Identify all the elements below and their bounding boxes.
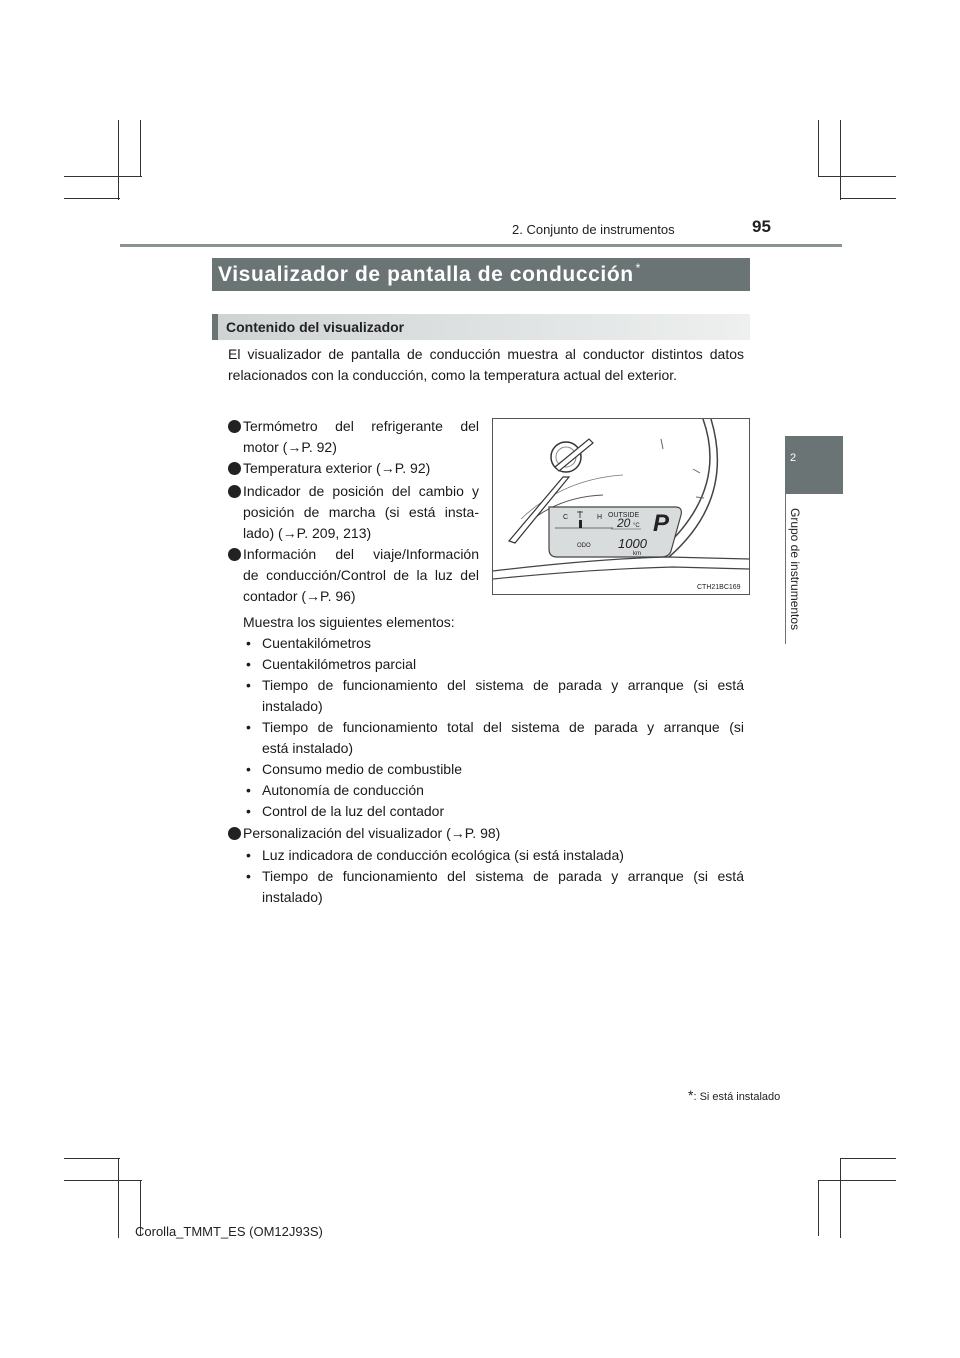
crop-mark (818, 120, 819, 176)
bullet-text: Personalización del visualizador (→P. 98) (243, 825, 501, 841)
item-text: Autonomía de conducción (262, 782, 424, 798)
crop-mark (840, 120, 841, 200)
sub-marker: • (246, 677, 251, 693)
document-footer: Corolla_TMMT_ES (OM12J93S) (135, 1224, 323, 1239)
sub-marker: • (246, 847, 251, 863)
item-text: instalado) (262, 889, 323, 905)
page-number: 95 (752, 217, 771, 236)
bullet-text: Información del viaje/Información (243, 546, 479, 562)
tick-mark (696, 497, 704, 498)
crop-mark (840, 1158, 841, 1238)
sub-marker: • (246, 656, 251, 672)
item-text: instalado) (262, 698, 323, 714)
crop-mark (818, 1180, 896, 1181)
chapter-tab-line (785, 494, 786, 644)
figure-code: CTH21BC169 (697, 584, 741, 591)
item-text: Cuentakilómetros (262, 635, 371, 651)
panel-edge (493, 567, 749, 579)
chapter-tab-number: 2 (790, 452, 797, 464)
footnote (688, 1087, 780, 1103)
bullet-dot (228, 420, 241, 433)
item-text: está instalado) (262, 740, 354, 756)
sub-marker: • (246, 782, 251, 798)
sub-marker: • (246, 761, 251, 777)
crop-mark (118, 120, 119, 200)
footnote-text: : Si está instalado (693, 1091, 781, 1103)
subsection-heading: Contenido del visualizador (212, 314, 750, 340)
cluster-illustration (493, 419, 749, 594)
items-intro: Muestra los siguientes elementos: (243, 614, 455, 630)
section-title: 2. Conjunto de instrumentos (512, 222, 675, 237)
crop-mark (64, 198, 120, 199)
bullet-dot (228, 485, 241, 498)
item-text: Consumo medio de combustible (262, 761, 462, 777)
page-title (212, 258, 750, 291)
intro-paragraph: El visualizador de pantalla de conducción muestra al conductor distintos datos relacionados con la conducción, como la temperatura actual del exterior. (228, 346, 744, 383)
sub-marker: • (246, 635, 251, 651)
bullet-text: de conducción/Control de la luz del (243, 567, 479, 583)
item-text: Cuentakilómetros parcial (262, 656, 417, 672)
bullet-dot (228, 548, 241, 561)
sub-marker: • (246, 868, 251, 884)
crop-mark (64, 176, 142, 177)
sub-marker: • (246, 803, 251, 819)
asterisk-mark: * (688, 1087, 694, 1103)
coolant-h-label: H (597, 514, 603, 521)
crop-mark (818, 176, 896, 177)
bullet-text: motor (→P. 92) (243, 439, 337, 455)
item-text: Tiempo de funcionamiento total del sistema de parada y arranque (si (262, 719, 744, 735)
outside-temp-unit: °C (633, 523, 640, 529)
asterisk-mark: * (635, 261, 641, 275)
coolant-c-label: C (563, 514, 569, 521)
crop-mark (818, 1180, 819, 1236)
bullet-text: contador (→P. 96) (243, 588, 356, 604)
bullet-dot (228, 827, 241, 840)
crop-mark (840, 1158, 896, 1159)
crop-mark (840, 198, 896, 199)
bullet-text: Indicador de posición del cambio y (243, 483, 479, 499)
crop-mark (140, 120, 141, 176)
instrument-cluster-figure (492, 418, 750, 595)
gear-position: P (653, 510, 670, 537)
bullet-text: posición de marcha (si está insta- (243, 504, 479, 520)
item-text: Luz indicadora de conducción ecológica (si está instalada) (262, 847, 624, 863)
item-text: Tiempo de funcionamiento del sistema de parada y arranque (si está (262, 677, 744, 693)
coolant-bar (579, 520, 582, 528)
odo-label: ODO (577, 543, 591, 549)
outside-temp-value: 20 (617, 516, 631, 530)
item-text: Control de la luz del contador (262, 803, 445, 819)
crop-mark (64, 1158, 120, 1159)
sub-marker: • (246, 719, 251, 735)
tick-mark (661, 439, 663, 449)
bullet-text: Temperatura exterior (→P. 92) (243, 460, 431, 476)
bullet-text: Termómetro del refrigerante del (243, 418, 479, 434)
odometer-value: 1000 (618, 536, 647, 551)
header-rule (120, 244, 842, 247)
chapter-tab-label: Grupo de instrumentos (788, 508, 802, 631)
crop-mark (64, 1180, 142, 1181)
bullet-dot (228, 462, 241, 475)
outside-label: OUTSIDE (608, 512, 640, 519)
odometer-unit: km (633, 551, 641, 557)
chapter-tab (785, 436, 843, 494)
crop-mark (118, 1158, 119, 1238)
tick-mark (693, 469, 700, 473)
bullet-text: lado) (→P. 209, 213) (243, 525, 372, 541)
item-text: Tiempo de funcionamiento del sistema de parada y arranque (si está (262, 868, 744, 884)
page-title-text: Visualizador de pantalla de conducción (218, 263, 634, 286)
